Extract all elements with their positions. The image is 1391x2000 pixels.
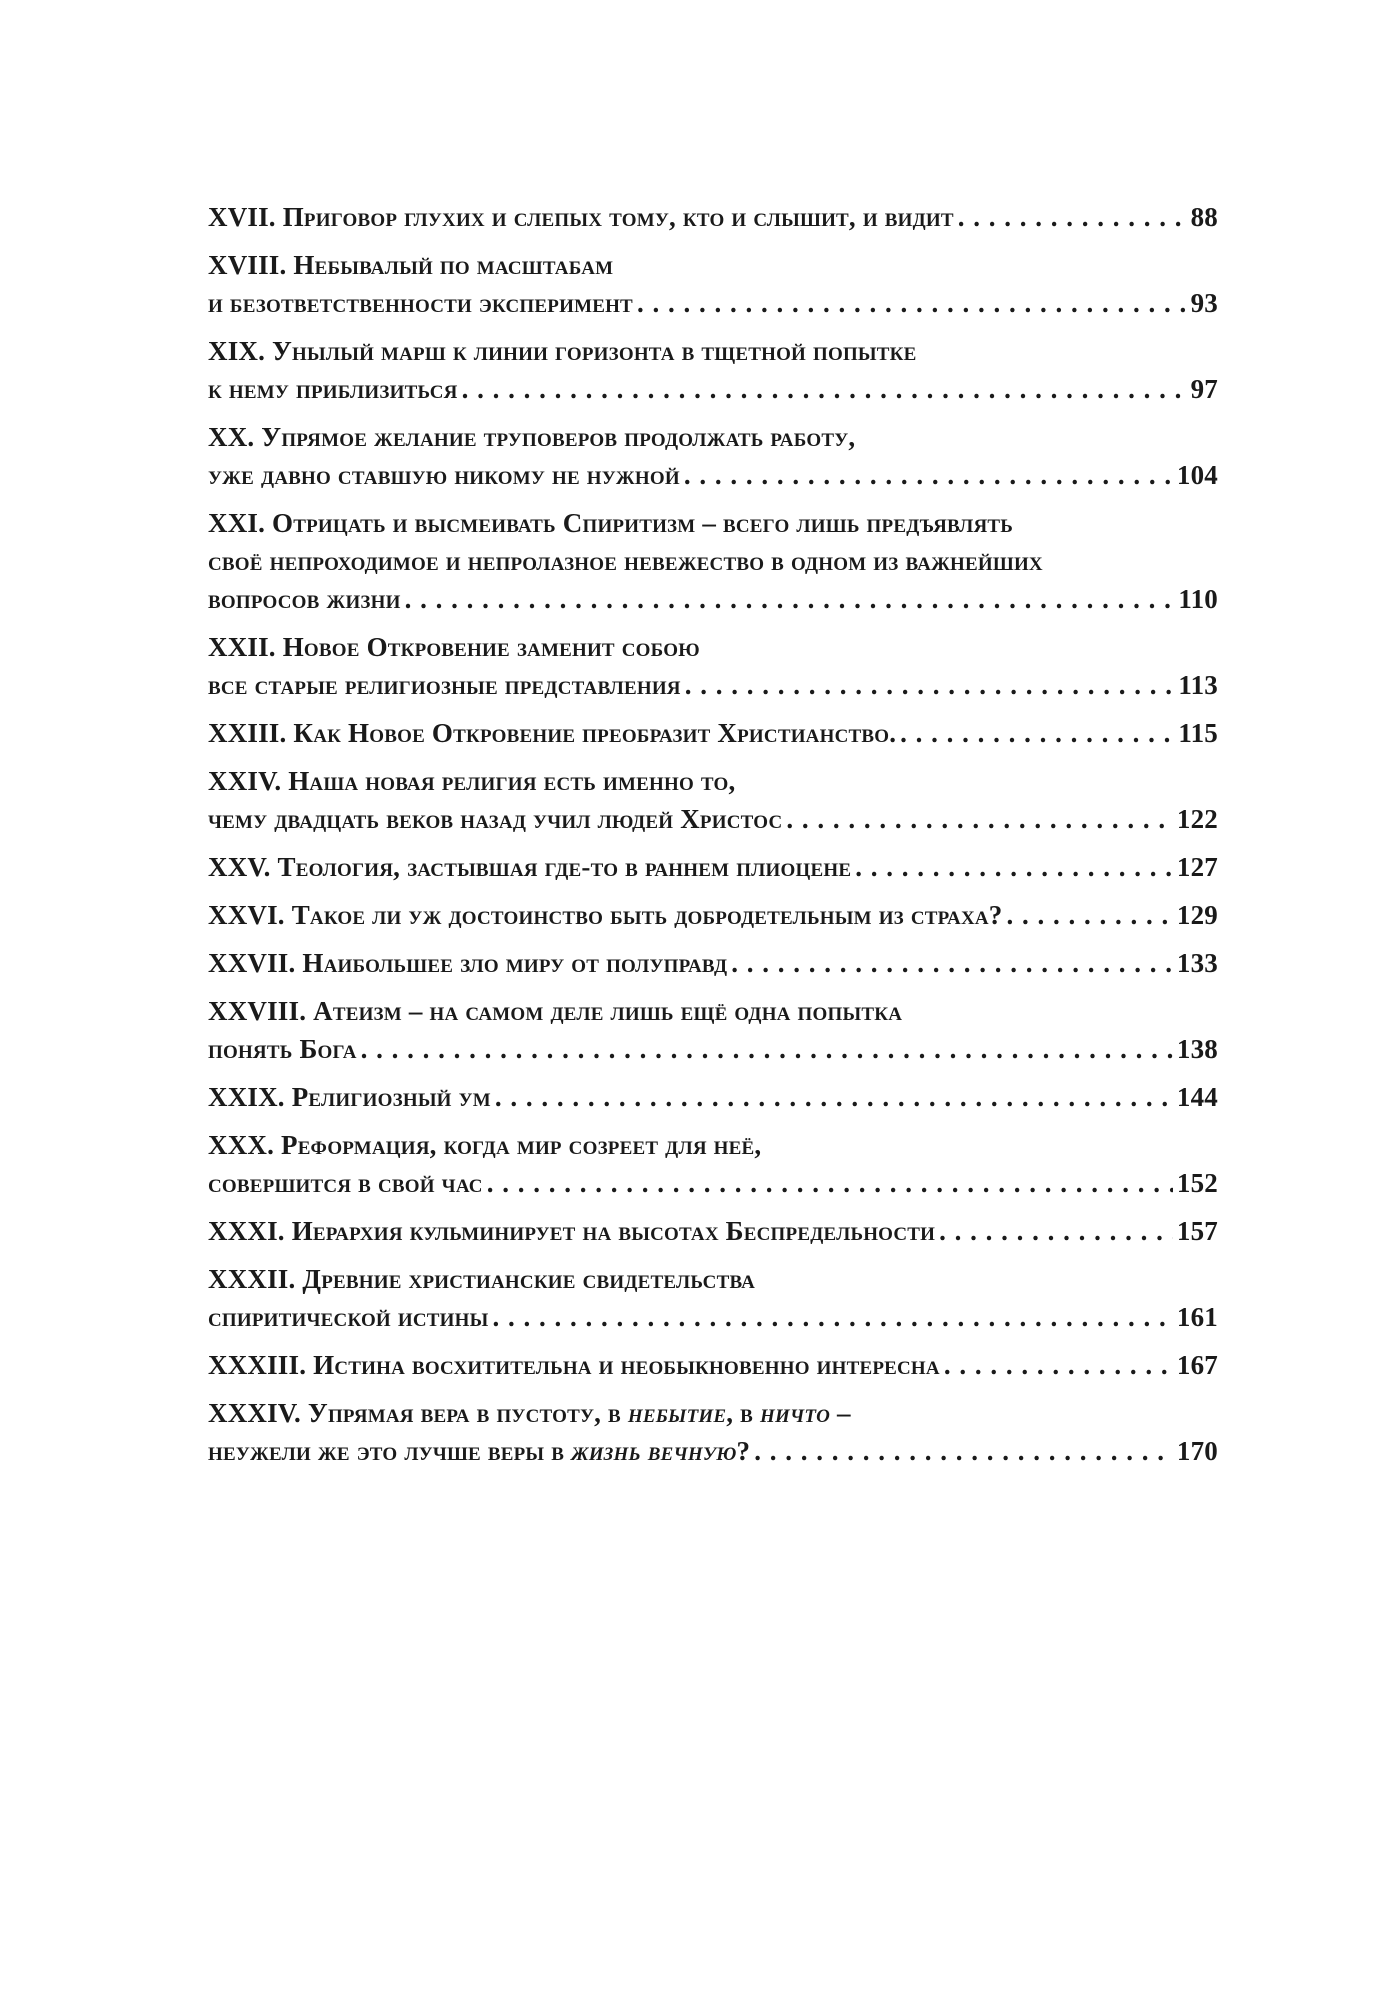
chapter-number: XXVII. <box>208 948 296 978</box>
chapter-title-text: Новое Откровение заменит собою <box>275 632 700 662</box>
chapter-title-text: Наибольшее зло миру от полуправд <box>295 948 728 978</box>
toc-entry-line <box>208 1432 1218 1470</box>
toc-entry-line <box>208 714 1218 752</box>
chapter-title-text: , в <box>726 1398 760 1428</box>
chapter-number: XIX. <box>208 336 266 366</box>
toc-entry-line <box>208 1260 1218 1298</box>
chapter-number: XVII. <box>208 202 276 232</box>
toc-entry[interactable] <box>208 1346 1218 1384</box>
toc-entry[interactable] <box>208 504 1218 618</box>
dot-leader <box>1007 896 1173 934</box>
page-number: 122 <box>1176 804 1218 834</box>
toc-entry[interactable] <box>208 246 1218 322</box>
toc-entry-line <box>208 944 1218 982</box>
toc-entry-line <box>208 628 1218 666</box>
page-number: 88 <box>1190 202 1218 232</box>
chapter-title-text: Небывалый по масштабам <box>286 250 614 280</box>
dot-leader <box>462 370 1187 408</box>
toc-entry-line <box>208 1298 1218 1336</box>
toc-entry-line <box>208 896 1218 934</box>
toc-entry-line <box>208 456 1218 494</box>
toc-entry-line <box>208 848 1218 886</box>
dot-leader <box>900 714 1174 752</box>
chapter-title-text: Упрямая вера в пустоту, в <box>300 1398 628 1428</box>
toc-entry[interactable] <box>208 628 1218 704</box>
chapter-number: XXIII. <box>208 718 287 748</box>
toc-entry[interactable] <box>208 944 1218 982</box>
chapter-title-text: Наша новая религия есть именно то, <box>281 766 736 796</box>
chapter-number: XXVIII. <box>208 996 307 1026</box>
page-number: 110 <box>1178 584 1218 614</box>
table-of-contents <box>208 198 1218 1480</box>
page-number: 138 <box>1176 1034 1218 1064</box>
dot-leader <box>754 1432 1173 1470</box>
dot-leader <box>944 1346 1173 1384</box>
chapter-title-text: чему двадцать веков назад учил людей Христос <box>208 804 783 834</box>
chapter-title-text: своё непроходимое и непролазное невежество в одном из важнейших <box>208 546 1043 576</box>
page-number: 144 <box>1176 1082 1218 1112</box>
page-number: 127 <box>1176 852 1218 882</box>
page-number: 167 <box>1176 1350 1218 1380</box>
toc-entry[interactable] <box>208 418 1218 494</box>
chapter-number: XXXII. <box>208 1264 296 1294</box>
chapter-title-text: Атеизм – на самом деле лишь ещё одна попытка <box>306 996 903 1026</box>
toc-entry[interactable] <box>208 848 1218 886</box>
chapter-number: XXX. <box>208 1130 275 1160</box>
toc-entry-line <box>208 1126 1218 1164</box>
toc-entry-line <box>208 542 1218 580</box>
toc-entry[interactable] <box>208 762 1218 838</box>
page-number: 152 <box>1176 1168 1218 1198</box>
dot-leader <box>939 1212 1173 1250</box>
dot-leader <box>361 1030 1173 1068</box>
toc-entry-line <box>208 666 1218 704</box>
toc-entry[interactable] <box>208 1394 1218 1470</box>
toc-entry[interactable] <box>208 1260 1218 1336</box>
dot-leader <box>958 198 1187 236</box>
toc-entry-line <box>208 284 1218 322</box>
chapter-title-text: понять Бога <box>208 1034 357 1064</box>
chapter-title-text: Теология, застывшая где-то в раннем плиоцене <box>270 852 852 882</box>
page-number: 115 <box>1178 718 1218 748</box>
page-number: 93 <box>1190 288 1218 318</box>
toc-entry-line <box>208 1078 1218 1116</box>
chapter-title-text: Как Новое Откровение преобразит Христианство. <box>286 718 897 748</box>
toc-entry[interactable] <box>208 992 1218 1068</box>
chapter-title-text: Религиозный ум <box>284 1082 491 1112</box>
toc-entry-line <box>208 992 1218 1030</box>
dot-leader <box>637 284 1187 322</box>
chapter-title-text: ? <box>736 1436 751 1466</box>
chapter-title-text: Отрицать и высмеивать Спиритизм – всего лишь предъявлять <box>265 508 1014 538</box>
toc-entry-line <box>208 198 1218 236</box>
dot-leader <box>684 456 1173 494</box>
chapter-title-text: и безответственности эксперимент <box>208 288 633 318</box>
chapter-title-text: вопросов жизни <box>208 584 401 614</box>
chapter-title-text: Приговор глухих и слепых тому, кто и слышит, и видит <box>275 202 954 232</box>
chapter-title-text: жизнь вечную <box>571 1436 737 1466</box>
chapter-number: XXIX. <box>208 1082 285 1112</box>
dot-leader <box>786 800 1173 838</box>
page-number: 161 <box>1176 1302 1218 1332</box>
chapter-number: XXI. <box>208 508 266 538</box>
chapter-title-text: спиритической истины <box>208 1302 489 1332</box>
toc-entry[interactable] <box>208 714 1218 752</box>
toc-entry-line <box>208 504 1218 542</box>
toc-entry-line <box>208 580 1218 618</box>
toc-entry-line <box>208 1394 1218 1432</box>
toc-entry-line <box>208 1030 1218 1068</box>
dot-leader <box>487 1164 1173 1202</box>
page-number: 97 <box>1190 374 1218 404</box>
chapter-title-text: к нему приблизиться <box>208 374 458 404</box>
chapter-number: XXXIII. <box>208 1350 307 1380</box>
chapter-title-text: ничто <box>759 1398 831 1428</box>
page-number: 113 <box>1178 670 1218 700</box>
chapter-number: XXVI. <box>208 900 285 930</box>
dot-leader <box>855 848 1173 886</box>
chapter-title-text: уже давно ставшую никому не нужной <box>208 460 680 490</box>
dot-leader <box>492 1298 1172 1336</box>
dot-leader <box>495 1078 1173 1116</box>
toc-entry[interactable] <box>208 198 1218 236</box>
toc-entry-line <box>208 1164 1218 1202</box>
toc-entry[interactable] <box>208 1212 1218 1250</box>
chapter-number: XXXI. <box>208 1216 285 1246</box>
chapter-title-text: небытие <box>627 1398 727 1428</box>
chapter-title-text: Истина восхитительна и необыкновенно интересна <box>306 1350 940 1380</box>
toc-entry-line <box>208 370 1218 408</box>
dot-leader <box>685 666 1175 704</box>
chapter-number: XXIV. <box>208 766 282 796</box>
page-number: 170 <box>1176 1436 1218 1466</box>
toc-entry-line <box>208 418 1218 456</box>
chapter-title-text: – <box>830 1398 851 1428</box>
chapter-title-text: Упрямое желание труповеров продолжать работу, <box>254 422 856 452</box>
page-number: 157 <box>1176 1216 1218 1246</box>
chapter-title-text: Древние христианские свидетельства <box>295 1264 756 1294</box>
toc-entry[interactable] <box>208 896 1218 934</box>
toc-entry-line <box>208 332 1218 370</box>
chapter-title-text: все старые религиозные представления <box>208 670 681 700</box>
page-number: 133 <box>1176 948 1218 978</box>
toc-entry-line <box>208 1212 1218 1250</box>
chapter-number: XXII. <box>208 632 276 662</box>
dot-leader <box>731 944 1173 982</box>
chapter-title-text: Иерархия кульминирует на высотах Беспредельности <box>284 1216 936 1246</box>
page-number: 129 <box>1176 900 1218 930</box>
page-number: 104 <box>1176 460 1218 490</box>
toc-entry[interactable] <box>208 1126 1218 1202</box>
chapter-number: XX. <box>208 422 255 452</box>
chapter-number: XXV. <box>208 852 271 882</box>
toc-entry-line <box>208 246 1218 284</box>
chapter-title-text: неужели же это лучше веры в <box>208 1436 572 1466</box>
chapter-title-text: Унылый марш к линии горизонта в тщетной попытке <box>265 336 917 366</box>
toc-entry-line <box>208 762 1218 800</box>
chapter-number: XXXIV. <box>208 1398 301 1428</box>
dot-leader <box>405 580 1175 618</box>
toc-entry[interactable] <box>208 332 1218 408</box>
toc-entry[interactable] <box>208 1078 1218 1116</box>
toc-entry-line <box>208 1346 1218 1384</box>
chapter-title-text: Реформация, когда мир созреет для неё, <box>274 1130 762 1160</box>
chapter-title-text: Такое ли уж достоинство быть добродетельным из страха? <box>284 900 1003 930</box>
chapter-title-text: совершится в свой час <box>208 1168 483 1198</box>
chapter-number: XVIII. <box>208 250 287 280</box>
toc-entry-line <box>208 800 1218 838</box>
